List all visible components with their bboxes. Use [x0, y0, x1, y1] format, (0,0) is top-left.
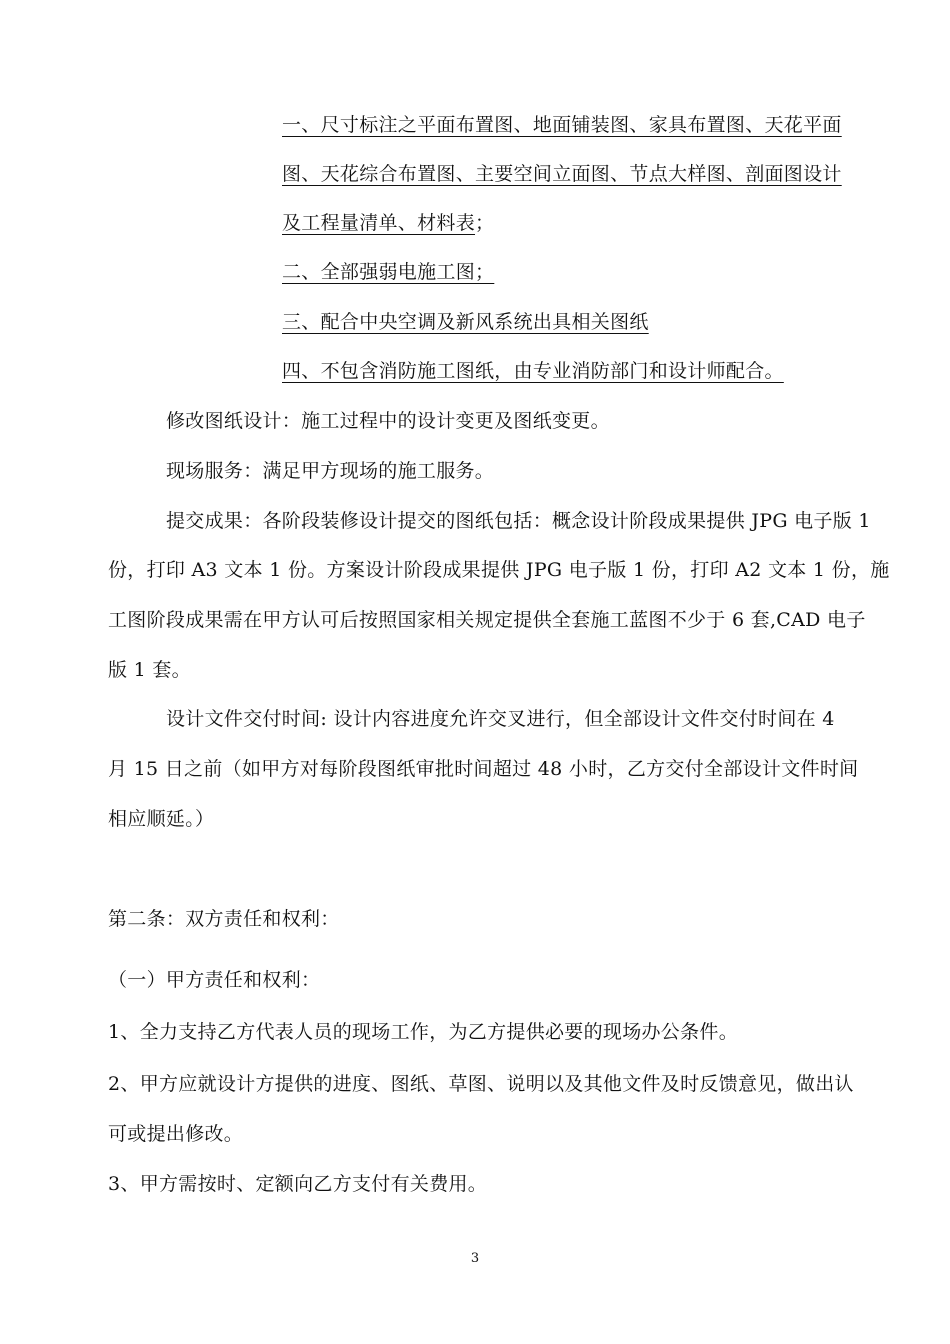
service-paragraph: 现场服务：满足甲方现场的施工服务。	[166, 460, 495, 482]
article-2-heading: 第二条：双方责任和权利：	[108, 908, 340, 930]
article-2-item-2-line-1: 2、甲方应就设计方提供的进度、图纸、草图、说明以及其他文件及时反馈意见，做出认	[108, 1073, 854, 1095]
deliverables-line-4: 版 1 套。	[108, 659, 191, 681]
deliverables-line-2: 份，打印 A3 文本 1 份。方案设计阶段成果提供 JPG 电子版 1 份，打印 A2 文本 1 份，施	[108, 559, 890, 581]
article-2-item-2-line-2: 可或提出修改。	[108, 1123, 244, 1145]
page-number: 3	[470, 1251, 480, 1266]
scope-item-1-line-3	[282, 210, 494, 236]
article-2-subheading: （一）甲方责任和权利：	[108, 969, 321, 991]
delivery-time-line-3: 相应顺延。）	[108, 808, 215, 830]
delivery-time-line-1: 设计文件交付时间: 设计内容进度允许交叉进行，但全部设计文件交付时间在 4	[166, 708, 835, 730]
scope-item-3: 三、配合中央空调及新风系统出具相关图纸	[282, 311, 649, 333]
deliverables-line-3: 工图阶段成果需在甲方认可后按照国家相关规定提供全套施工蓝图不少于 6 套,CAD 电子	[108, 609, 866, 631]
scope-item-4: 四、不包含消防施工图纸，由专业消防部门和设计师配合。	[282, 360, 784, 382]
revision-paragraph: 修改图纸设计：施工过程中的设计变更及图纸变更。	[166, 410, 610, 432]
scope-item-1-line-1: 一、尺寸标注之平面布置图、地面铺装图、家具布置图、天花平面	[282, 114, 842, 136]
deliverables-line-1: 提交成果：各阶段装修设计提交的图纸包括：概念设计阶段成果提供 JPG 电子版 1	[166, 510, 871, 532]
article-2-item-3: 3、甲方需按时、定额向乙方支付有关费用。	[108, 1173, 488, 1195]
article-2-item-1: 1、全力支持乙方代表人员的现场工作，为乙方提供必要的现场办公条件。	[108, 1021, 738, 1043]
scope-item-1-line-3-punct: ；	[475, 212, 495, 234]
scope-item-2: 二、全部强弱电施工图；	[282, 261, 495, 283]
delivery-time-line-2: 月 15 日之前（如甲方对每阶段图纸审批时间超过 48 小时，乙方交付全部设计文件时间	[108, 758, 859, 780]
scope-item-1-line-2: 图、天花综合布置图、主要空间立面图、节点大样图、剖面图设计	[282, 163, 842, 185]
scope-item-1-line-3-text: 及工程量清单、材料表	[282, 212, 476, 234]
